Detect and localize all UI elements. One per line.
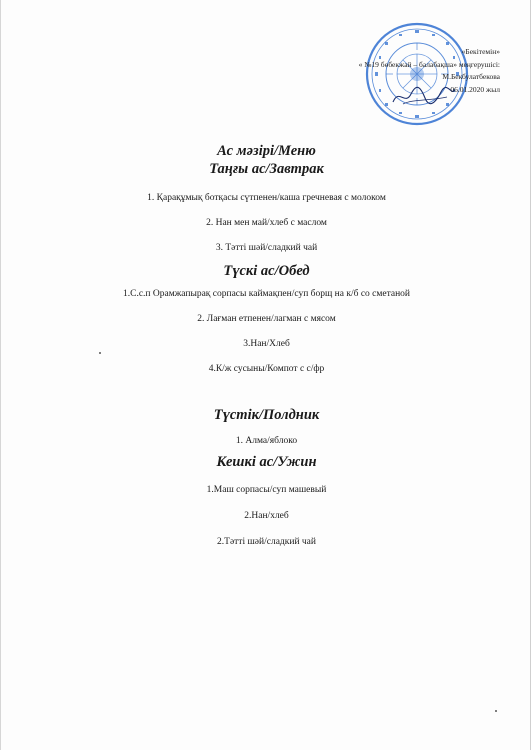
menu-item: 1.Маш сорпасы/суп машевый	[206, 485, 327, 495]
menu-item: 2.Тәтті шәй/сладкий чай	[217, 537, 316, 547]
approval-date: 06.01.2020 жыл	[450, 84, 500, 94]
approval-title: «Бекітемін»	[461, 47, 500, 56]
section-heading-breakfast: Таңғы ас/Завтрак	[209, 161, 324, 177]
menu-title: Ас мәзірі/Меню	[217, 143, 316, 159]
scan-speck	[495, 710, 497, 712]
menu-item: 2. Нан мен май/хлеб с маслом	[206, 218, 327, 228]
menu-item: 1. Қарақұмық ботқасы сүтпенен/каша гречневая с молоком	[147, 193, 386, 203]
scan-speck	[99, 352, 101, 354]
section-heading-snack: Түстік/Полдник	[213, 407, 320, 423]
menu-item: 4.К/ж сусыны/Компот с с/фр	[208, 364, 325, 374]
menu-item: 2. Лағман етпенен/лагман с мясом	[197, 314, 336, 324]
menu-item: 1.С.с.п Орамжапырақ сорпасы каймақпен/суп борщ на к/б со сметаной	[122, 289, 411, 299]
section-heading-dinner: Кешкі ас/Ужин	[216, 454, 317, 470]
approval-line1: « №19 бөбекжай – балабақша» меңгерушісі:	[358, 59, 500, 69]
menu-content	[1, 142, 531, 548]
menu-item: 1. Алма/яблоко	[235, 436, 298, 446]
section-heading-lunch: Түскі ас/Обед	[223, 263, 310, 279]
menu-item: 2.Нан/хлеб	[244, 511, 289, 521]
approval-block	[300, 46, 500, 96]
menu-item: 3.Нан/Хлеб	[243, 339, 290, 349]
approval-line2: М.Бекбулатбекова	[442, 72, 500, 81]
menu-item: 3. Тәтті шәй/сладкий чай	[215, 243, 318, 253]
